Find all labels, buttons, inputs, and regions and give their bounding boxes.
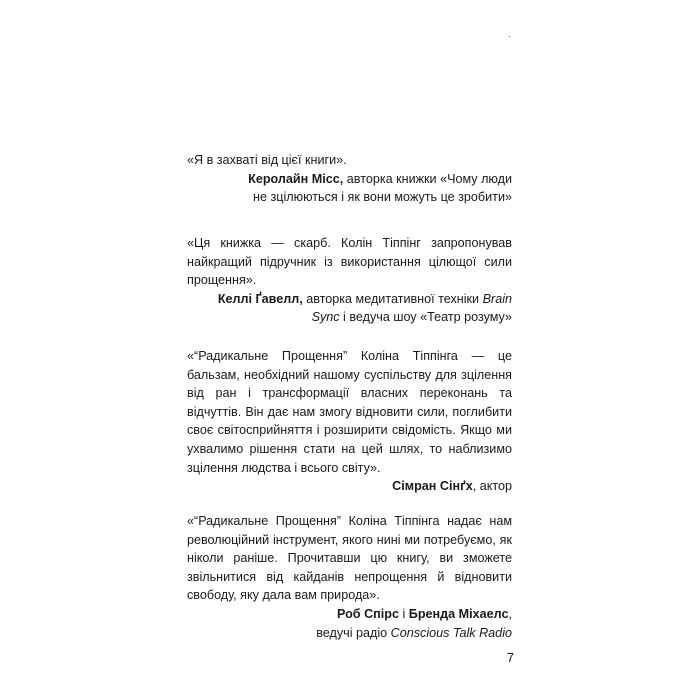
author-name: Керолайн Місс,	[248, 171, 344, 186]
author-role-cont: і ведуча шоу «Театр розуму»	[339, 310, 512, 325]
testimonial-attribution	[187, 605, 512, 624]
testimonial-4	[187, 512, 512, 642]
author-name-2: Бренда Міхаелс	[408, 606, 509, 621]
author-role: ведучі радіо	[316, 625, 391, 640]
testimonial-1	[187, 151, 512, 207]
testimonial-attribution-line-2	[187, 624, 512, 643]
author-role-italic: Conscious Talk Radio	[390, 625, 512, 640]
testimonial-attribution	[187, 290, 512, 327]
testimonial-2	[187, 234, 512, 327]
author-name: Келлі Ґавелл,	[217, 291, 303, 306]
author-name: Роб Спірс	[337, 606, 399, 621]
author-role: авторка книжки «Чому люди не зцілюються і як вони можуть це зробити»	[253, 171, 512, 205]
page-mark: .	[508, 29, 511, 39]
testimonial-attribution	[187, 477, 512, 496]
author-role: авторка медитативної техніки	[302, 291, 483, 306]
author-connector: і	[399, 606, 409, 621]
testimonial-quote: «Ця книжка — скарб. Колін Тіппінг запропонував найкращий підручник із використання цілющої сили прощення».	[187, 236, 512, 288]
testimonial-attribution	[187, 170, 512, 207]
author-punct: ,	[508, 606, 512, 621]
author-name: Сімран Сінґх	[392, 479, 473, 494]
page-number: 7	[506, 650, 514, 665]
author-role: , актор	[472, 479, 512, 494]
testimonial-3	[187, 347, 512, 496]
testimonial-quote: «“Радикальне Прощення” Коліна Тіппінга — це бальзам, необхідний нашому суспільству для зцілення від ран і трансформації власних переконань та відчуттів. Він дає нам змогу відновити сили, поглибити своє світосприйняття і розширити свідомість. Якщо ми ухвалимо рішення стати на цей шлях, то наблизимо зцілення людства і всього світу».	[187, 349, 512, 475]
author-role-italic: Brain Sync	[311, 291, 512, 325]
testimonial-quote: «Я в захваті від цієї книги».	[187, 153, 347, 167]
testimonial-quote: «“Радикальне Прощення” Коліна Тіппінга надає нам революційний інструмент, якого нині ми потребуємо, як ніколи раніше. Прочитавши цю книгу, ви зможете звільнитися від кайданів непрощення й відновити свободу, яку дала вам природа».	[187, 514, 512, 603]
